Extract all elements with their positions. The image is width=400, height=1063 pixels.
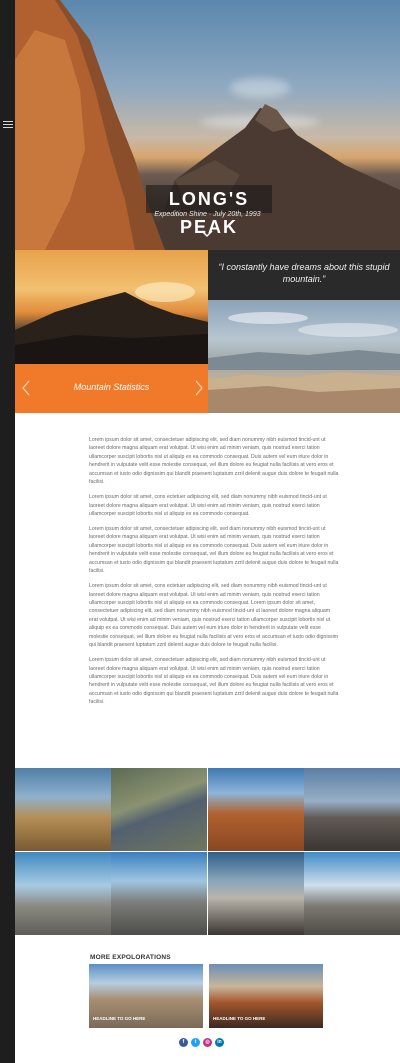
hero-image (15, 0, 400, 250)
paragraph: Lorem ipsum dolor sit amet, cons ectetuer adipiscing elit, sed diam nonummy nibh euismod tincid-unt ut laoreet dolore magna aliquam erat volutpat. Ut wisi enim ad minim veniam, quis nostrud exerci tation ullamcorper suscipit lobortis nisl ut aliquip ex ea commodo consequat. (89, 494, 327, 517)
pull-quote: “I constantly have dreams about this stupid mountain.” (218, 262, 390, 284)
gallery-photo[interactable] (15, 768, 111, 851)
summit-photo (208, 300, 400, 413)
gallery-photo[interactable] (208, 852, 304, 935)
stats-label: Mountain Statistics (73, 382, 150, 392)
paragraph: Lorem ipsum dolor sit amet, consectetuer adipiscing elit, sed diam nonummy nibh euismod tincid-unt ut laoreet dolore magna aliquam erat volutpat. Ut wisi enim ad minim veniam, quis nostrud exerci tation ullamcorper suscipit lobortis nisl ut aliquip ex ea commodo consequat. Duis autem vel eum iriure dolor in hendrerit in vulputate velit esse molestie consequat, vel illum dolore eu feugiat nulla facilisis at vero eros et accumsan et iusto odio dignissim qui blandit praesent luptatum zzril delenit augue duis dolore te feugait nulla facilisi. (89, 526, 339, 575)
linkedin-icon[interactable]: in (215, 1038, 224, 1047)
page-title: LONG'S PEAK (146, 185, 272, 213)
paragraph: Lorem ipsum dolor sit amet, cons ectetuer adipiscing elit, sed diam nonummy nibh euismod tincid-unt ut laoreet dolore magna aliquam erat volutpat. Ut wisi enim ad minim veniam, quis nostrud exerci tation ullamcorper suscipit lobortis nisl ut aliquip ex ea commodo consequat. Lorem ipsum dolor sit amet, consectetuer adipiscing elit, sed diam nonummy nibh euismod tincid-unt ut laoreet dolore magna aliquam erat volutpat. Ut wisi enim ad minim veniam, quis nostrud exerci tation ullamcorper suscipit lobortis nisl ut aliquip ex ea commodo consequat. Duis autem vel eum iriure dolor in hendrerit in vulputate velit esse molestie consequat, vel illum dolore eu feugiat nulla facilisis at vero eros et accumsan et iusto odio dignissim qui blandit praesent luptatum zzril delenit augue duis dolore te feugait nulla facilisi. (89, 583, 339, 648)
gallery-photo[interactable] (111, 852, 207, 935)
gallery-photo[interactable] (15, 852, 111, 935)
gallery-photo[interactable] (208, 768, 304, 851)
exploration-card[interactable] (89, 964, 203, 1028)
page (15, 0, 400, 1063)
article-body (89, 436, 339, 713)
left-rail (0, 0, 15, 1063)
paragraph: Lorem ipsum dolor sit amet, consectetuer adipiscing elit, sed diam nonummy nibh euismod tincid-unt ut laoreet dolore magna aliquam erat volutpat. Ut wisi enim ad minim veniam, quis nostrud exerci tation ullamcorper suscipit lobortis nisl ut aliquip ex ea commodo consequat. Duis autem vel eum iriure dolor in hendrerit in vulputate velit esse molestie consequat, vel illum dolore eu feugiat nulla facilisis at vero eros et accumsan et iusto odio dignissim qui blandit praesent luptatum zzril delenit augue duis dolore te feugait nulla facilisi. (89, 437, 339, 486)
paragraph: Lorem ipsum dolor sit amet, consectetuer adipiscing elit, sed diam nonummy nibh euismod tincid-unt ut laoreet dolore magna aliquam erat volutpat. Ut wisi enim ad minim veniam, quis nostrud exerci tation ullamcorper suscipit lobortis nisl ut aliquip ex ea commodo consequat. Duis autem vel eum iriure dolor in hendrerit in vulputate velit esse molestie consequat, vel illum dolore eu feugiat nulla facilisis at vero eros et accumsan et iusto odio dignissim qui blandit praesent luptatum zzril delenit augue duis dolore te feugait nulla facilisi. (89, 657, 339, 706)
gallery-photo[interactable] (304, 768, 400, 851)
chevron-down-icon[interactable] (201, 230, 213, 238)
facebook-icon[interactable]: f (179, 1038, 188, 1047)
twitter-icon[interactable]: t (191, 1038, 200, 1047)
hamburger-menu-icon[interactable] (3, 121, 13, 129)
hero-subtitle: Expedition Shine · July 20th, 1993 (154, 211, 261, 218)
card-headline: HEADLINE TO GO HERE (93, 1016, 146, 1021)
sunset-photo (15, 250, 208, 364)
section-heading: MORE EXPOLORATIONS (90, 954, 171, 961)
mountain-statistics-button[interactable] (15, 364, 208, 413)
card-headline: HEADLINE TO GO HERE (213, 1016, 266, 1021)
photo-gallery (15, 768, 400, 935)
gallery-photo[interactable] (111, 768, 207, 851)
quote-panel (208, 250, 400, 300)
instagram-icon[interactable]: ◎ (203, 1038, 212, 1047)
chevron-right-icon[interactable] (193, 380, 205, 396)
exploration-card[interactable] (209, 964, 323, 1028)
gallery-photo[interactable] (304, 852, 400, 935)
